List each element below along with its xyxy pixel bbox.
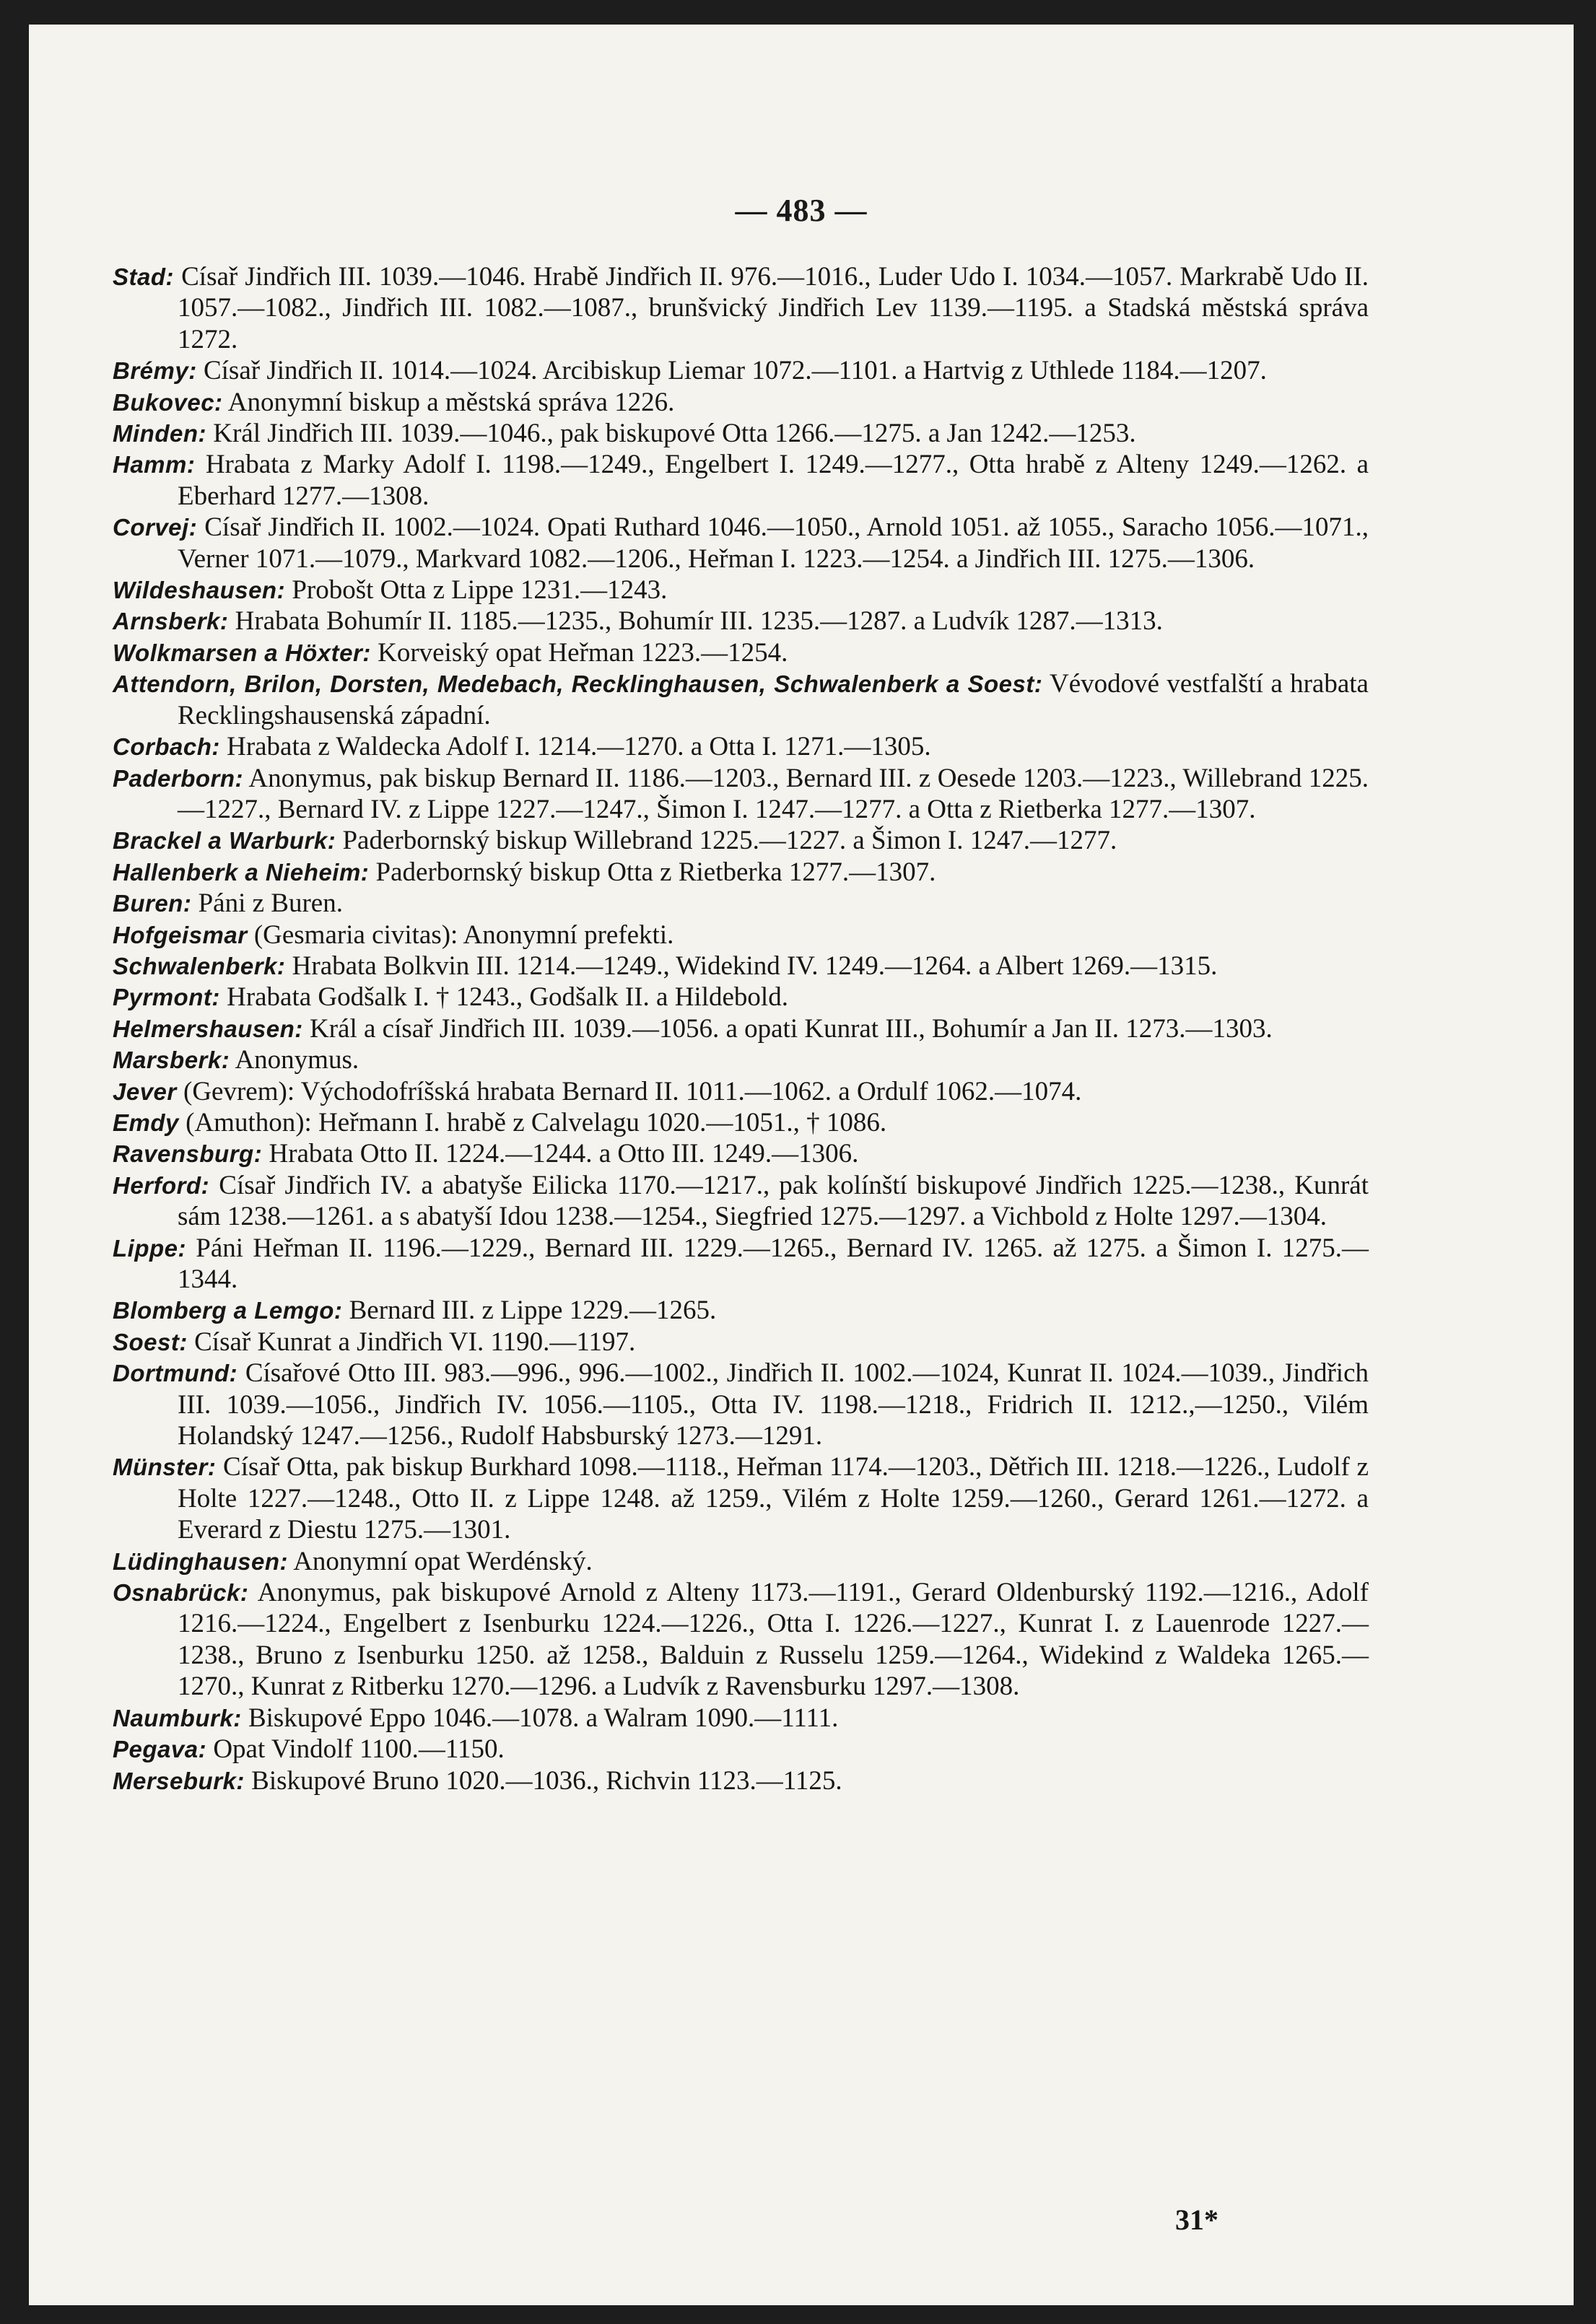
entry-text: Císař Jindřich IV. a abatyše Eilicka 1170.—1217., pak kolínští biskupové Jindřich 1225.—1238., Kunrát sám 1238.—1261. a s abatyší Idou 1238.—1254., Siegfried 1275.—1297. a Vichbold z Holte 1297.—1304. — [178, 1170, 1369, 1232]
entry — [113, 1358, 1369, 1451]
scanned-page — [29, 25, 1574, 2305]
entry-list — [113, 261, 1369, 1796]
entry-text: Paderbornský biskup Otta z Rietberka 1277.—1307. — [369, 857, 936, 887]
entry — [113, 1170, 1369, 1233]
entry-place: Pegava: — [113, 1736, 207, 1763]
entry — [113, 951, 1369, 982]
entry-text: Korveiský opat Heřman 1223.—1254. — [370, 637, 788, 668]
entry — [113, 1044, 1369, 1075]
entry-place: Stad: — [113, 263, 174, 290]
entry — [113, 1451, 1369, 1545]
entry — [113, 1546, 1369, 1577]
entry-text: Bernard III. z Lippe 1229.—1265. — [342, 1296, 717, 1326]
entry — [113, 668, 1369, 731]
entry — [113, 1076, 1369, 1107]
entry — [113, 888, 1369, 919]
entry-text: Hrabata z Marky Adolf I. 1198.—1249., Engelbert I. 1249.—1277., Otta hrabě z Alteny 1249.—1262. a Eberhard 1277.—1308. — [178, 450, 1369, 511]
entry — [113, 512, 1369, 575]
entry — [113, 449, 1369, 512]
page-number: — 483 — — [735, 193, 868, 228]
entry-place: Soest: — [113, 1328, 188, 1355]
entry-text: Císař Kunrat a Jindřich VI. 1190.—1197. — [187, 1327, 636, 1357]
entry — [113, 731, 1369, 762]
entry-place: Osnabrück: — [113, 1579, 249, 1607]
entry-text: Císař Jindřich III. 1039.—1046. Hrabě Jindřich II. 976.—1016., Luder Udo I. 1034.—1057. Markrabě Udo II. 1057.—1082., Jindřich III. 1082.—1087., brunšvický Jindřich Lev 1139.—1195. a Stadská městská správa 1272. — [174, 262, 1369, 354]
entry-text: Hrabata Bolkvin III. 1214.—1249., Widekind IV. 1249.—1264. a Albert 1269.—1315. — [285, 951, 1218, 981]
entry-place: Minden: — [113, 420, 206, 447]
entry-place: Dortmund: — [113, 1360, 238, 1387]
entry-place: Merseburk: — [113, 1767, 245, 1794]
entry-text: (Gesmaria civitas): Anonymní prefekti. — [247, 919, 674, 950]
entry-place: Wildeshausen: — [113, 577, 286, 604]
entry-text: Páni z Buren. — [191, 888, 343, 919]
entry-text: Biskupové Bruno 1020.—1036., Richvin 1123.—1125. — [244, 1765, 842, 1796]
entry — [113, 1295, 1369, 1326]
entry-text: (Gevrem): Východofríšská hrabata Bernard II. 1011.—1062. a Ordulf 1062.—1074. — [176, 1076, 1082, 1106]
entry-text: Anonymus. — [230, 1045, 359, 1075]
entry-place: Arnsberk: — [113, 608, 229, 635]
entry — [113, 1765, 1369, 1796]
entry — [113, 919, 1369, 951]
entry-place: Lüdinghausen: — [113, 1547, 288, 1575]
entry — [113, 418, 1369, 449]
entry-place: Bukovec: — [113, 388, 223, 416]
entry-place: Buren: — [113, 890, 192, 917]
entry-text: Císař Jindřich II. 1002.—1024. Opati Ruthard 1046.—1050., Arnold 1051. až 1055., Saracho 1056.—1071., Verner 1071.—1079., Markvard 1082.—1206., Heřman I. 1223.—1254. a Jindřich III. 1275.—1306. — [178, 512, 1369, 574]
entry — [113, 763, 1369, 826]
entry-text: Vévodové vestfalští a hrabata Recklingshausenská západní. — [178, 669, 1369, 730]
entry-text: Biskupové Eppo 1046.—1078. a Walram 1090.—1111. — [241, 1703, 839, 1733]
entry-place: Emdy — [113, 1109, 179, 1136]
signature-mark: 31* — [1175, 2203, 1218, 2236]
entry-text: (Amuthon): Heřmann I. hrabě z Calvelagu 1020.—1051., † 1086. — [178, 1107, 887, 1137]
entry-text: Hrabata Bohumír II. 1185.—1235., Bohumír III. 1235.—1287. a Ludvík 1287.—1313. — [228, 606, 1163, 637]
entry — [113, 857, 1369, 888]
entry — [113, 1107, 1369, 1138]
entry-place: Attendorn, Brilon, Dorsten, Medebach, Recklinghausen, Schwalenberk a Soest: — [113, 670, 1043, 698]
entry-text: Císař Jindřich II. 1014.—1024. Arcibiskup Liemar 1072.—1101. a Hartvig z Uthlede 1184.—1207. — [196, 356, 1267, 386]
entry-place: Schwalenberk: — [113, 952, 286, 979]
entry-text: Císařové Otto III. 983.—996., 996.—1002., Jindřich II. 1002.—1024, Kunrat II. 1024.—1039., Jindřich III. 1039.—1056., Jindřich IV. 1056.—1105., Otta IV. 1198.—1218., Fridrich II. 1212.,—1250., Vilém Holandský 1247.—1256., Rudolf Habsburský 1273.—1291. — [178, 1358, 1369, 1451]
entry-place: Jever — [113, 1078, 177, 1105]
entry — [113, 575, 1369, 606]
entry — [113, 387, 1369, 418]
entry — [113, 606, 1369, 637]
entry-place: Münster: — [113, 1454, 217, 1481]
entry-text: Opat Vindolf 1100.—1150. — [206, 1734, 505, 1765]
entry — [113, 1233, 1369, 1296]
entry — [113, 261, 1369, 355]
entry-place: Wolkmarsen a Höxter: — [113, 639, 371, 666]
entry-text: Anonymus, pak biskup Bernard II. 1186.—1203., Bernard III. z Oesede 1203.—1223., Willebrand 1225.—1227., Bernard IV. z Lippe 1227.—1247., Šimon I. 1247.—1277. a Otta z Rietberka 1277.—1307. — [178, 763, 1369, 824]
entry-place: Marsberk: — [113, 1047, 230, 1074]
entry-text: Paderbornský biskup Willebrand 1225.—1227. a Šimon I. 1247.—1277. — [336, 826, 1117, 856]
entry — [113, 355, 1369, 386]
entry — [113, 1577, 1369, 1703]
entry — [113, 825, 1369, 856]
entry-place: Lippe: — [113, 1234, 186, 1262]
entry-place: Hofgeismar — [113, 921, 248, 948]
entry-text: Hrabata Godšalk I. † 1243., Godšalk II. a Hildebold. — [219, 982, 788, 1013]
entry-place: Hallenberk a Nieheim: — [113, 858, 370, 886]
entry-place: Corvej: — [113, 514, 198, 541]
entry — [113, 1703, 1369, 1734]
entry-text: Probošt Otta z Lippe 1231.—1243. — [285, 575, 668, 606]
entry-text: Hrabata z Waldecka Adolf I. 1214.—1270. a Otta I. 1271.—1305. — [219, 732, 931, 762]
entry-text: Císař Otta, pak biskup Burkhard 1098.—1118., Heřman 1174.—1203., Dětřich III. 1218.—1226., Ludolf z Holte 1227.—1248., Otto II. z Lippe 1248. až 1259., Vilém z Holte 1259.—1260., Gerard 1261.—1272. a Everard z Diestu 1275.—1301. — [178, 1452, 1369, 1545]
entry-place: Herford: — [113, 1171, 210, 1199]
entry-place: Brémy: — [113, 357, 197, 385]
entry — [113, 1327, 1369, 1358]
entry-place: Naumburk: — [113, 1704, 242, 1731]
entry — [113, 982, 1369, 1013]
entry — [113, 637, 1369, 668]
entry — [113, 1734, 1369, 1765]
entry-text: Král a císař Jindřich III. 1039.—1056. a opati Kunrat III., Bohumír a Jan II. 1273.—1303. — [302, 1013, 1273, 1044]
entry-place: Corbach: — [113, 733, 220, 761]
entry-place: Helmershausen: — [113, 1015, 303, 1042]
entry-text: Anonymní biskup a městská správa 1226. — [222, 387, 675, 417]
entry-place: Ravensburg: — [113, 1140, 263, 1168]
entry-text: Hrabata Otto II. 1224.—1244. a Otto III. 1249.—1306. — [262, 1139, 859, 1169]
entry-place: Hamm: — [113, 451, 196, 479]
entry — [113, 1138, 1369, 1169]
entry-place: Brackel a Warburk: — [113, 827, 336, 855]
entry-place: Blomberg a Lemgo: — [113, 1297, 343, 1324]
entry — [113, 1013, 1369, 1044]
entry-place: Paderborn: — [113, 764, 244, 792]
entry-place: Pyrmont: — [113, 984, 220, 1011]
entry-text: Páni Heřman II. 1196.—1229., Bernard III. 1229.—1265., Bernard IV. 1265. až 1275. a Šimon I. 1275.—1344. — [178, 1233, 1369, 1294]
entry-text: Anonymus, pak biskupové Arnold z Alteny 1173.—1191., Gerard Oldenburský 1192.—1216., Adolf 1216.—1224., Engelbert z Isenburku 1224.—1226., Otta I. 1226.—1227., Kunrat I. z Lauenrode 1227.—1238., Bruno z Isenburku 1250. až 1258., Balduin z Russelu 1259.—1264., Widekind z Waldeka 1265.—1270., Kunrat z Ritberku 1270.—1296. a Ludvík z Ravensburku 1297.—1308. — [178, 1578, 1369, 1702]
entry-text: Anonymní opat Werdénský. — [287, 1546, 593, 1576]
entry-text: Král Jindřich III. 1039.—1046., pak biskupové Otta 1266.—1275. a Jan 1242.—1253. — [206, 419, 1136, 449]
